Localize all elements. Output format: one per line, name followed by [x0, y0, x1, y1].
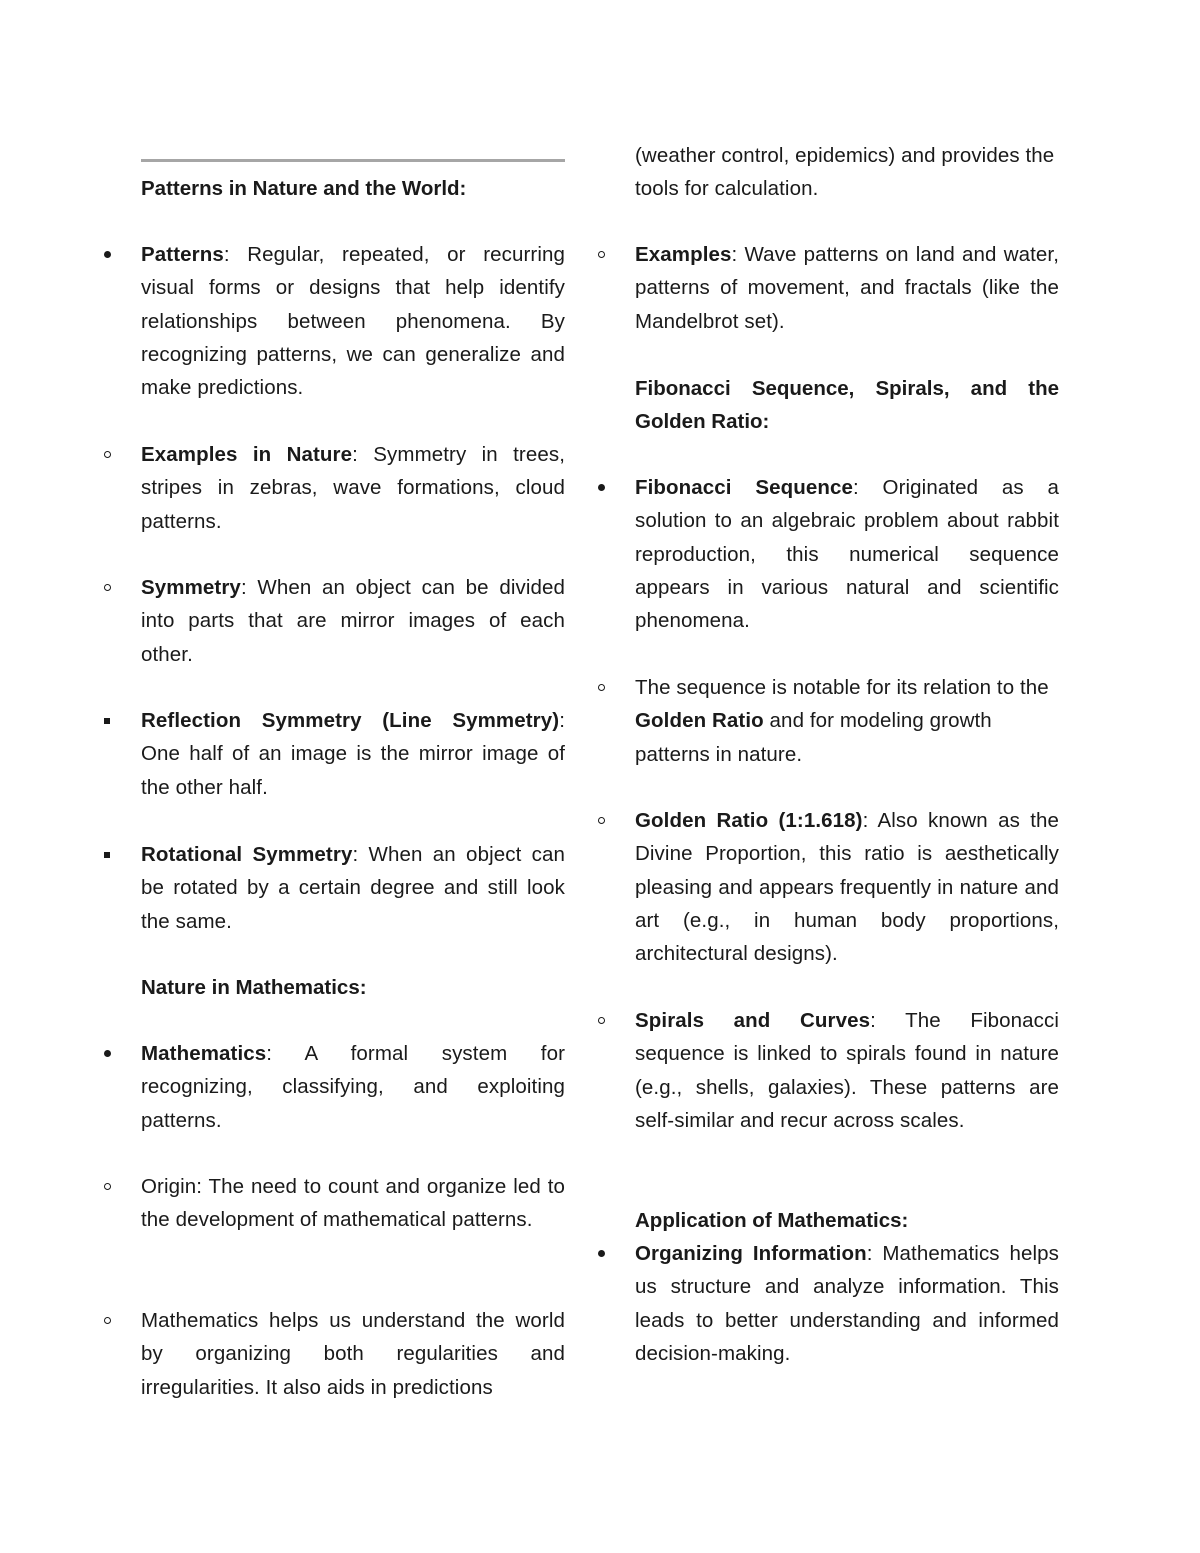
term: Examples	[635, 243, 732, 266]
circle-bullet-icon	[97, 1170, 117, 1203]
circle-bullet-icon	[591, 671, 611, 704]
section-heading-patterns: Patterns in Nature and the World:	[141, 177, 467, 200]
circle-bullet-icon	[97, 571, 117, 604]
term: Mathematics	[141, 1042, 267, 1065]
square-bullet-icon	[97, 838, 117, 871]
definition: : Originated as a solution to an algebraic problem about rabbit reproduction, this numerical sequence appears in various natural and scientific phenomena.	[635, 476, 1059, 633]
term: Golden Ratio	[635, 709, 764, 733]
list-item-patterns	[141, 238, 565, 404]
list-item-mathematics	[141, 1037, 565, 1137]
section-heading-fibonacci: Fibonacci Sequence, Spirals, and the Golden Ratio:	[635, 377, 1059, 434]
circle-bullet-icon	[591, 1004, 611, 1037]
definition: : When an object can be divided into parts that are mirror images of each other.	[141, 576, 565, 666]
list-item-symmetry	[141, 571, 565, 671]
definition: : Also known as the Divine Proportion, this ratio is aesthetically pleasing and appears frequently in nature and art (e.g., in human body proportions, architectural designs).	[635, 809, 1059, 966]
circle-bullet-icon	[591, 238, 611, 271]
circle-bullet-icon	[97, 438, 117, 471]
term: Symmetry	[141, 576, 241, 599]
paragraph-text: The sequence is notable for its relation to the	[635, 676, 1049, 699]
list-item-spirals-and-curves	[635, 1004, 1059, 1137]
list-item-examples	[635, 238, 1059, 338]
list-item-fibonacci-sequence	[635, 471, 1059, 637]
definition: : Symmetry in trees, stripes in zebras, wave formations, cloud patterns.	[141, 443, 565, 533]
paragraph-text: Mathematics helps us understand the world by organizing both regularities and irregularities. It also aids in predictions	[141, 1309, 565, 1399]
term: Rotational Symmetry	[141, 843, 353, 866]
square-bullet-icon	[97, 704, 117, 737]
continued-paragraph: (weather control, epidemics) and provides the tools for calculation.	[635, 144, 1055, 201]
list-item-rotational-symmetry	[141, 838, 565, 938]
section-heading-application: Application of Mathematics:	[635, 1209, 909, 1232]
term: Fibonacci Sequence	[635, 476, 853, 499]
list-item-organizing-information	[635, 1237, 1059, 1370]
definition: : When an object can be rotated by a certain degree and still look the same.	[141, 843, 566, 933]
term: Golden Ratio (1:1.618)	[635, 809, 863, 832]
circle-bullet-icon	[97, 1304, 117, 1337]
disc-bullet-icon	[591, 1237, 611, 1270]
term: Patterns	[141, 243, 224, 266]
list-item-mathematics-helps	[141, 1304, 565, 1404]
definition: : One half of an image is the mirror image of the other half.	[141, 709, 565, 799]
definition: : A formal system for recognizing, classifying, and exploiting patterns.	[141, 1042, 565, 1132]
horizontal-rule	[141, 159, 565, 162]
disc-bullet-icon	[97, 238, 117, 271]
list-item-reflection-symmetry	[141, 704, 565, 804]
paragraph-text: Origin: The need to count and organize led to the development of mathematical patterns.	[141, 1175, 565, 1232]
term: Organizing Information	[635, 1242, 867, 1265]
definition: : Mathematics helps us structure and analyze information. This leads to better understanding and informed decision-making.	[635, 1242, 1059, 1365]
paragraph-text: and for modeling growth patterns in nature.	[635, 709, 992, 766]
definition: : Regular, repeated, or recurring visual forms or designs that help identify relationships between phenomena. By recognizing patterns, we can generalize and make predictions.	[141, 243, 565, 400]
disc-bullet-icon	[97, 1037, 117, 1070]
term: Spirals and Curves	[635, 1009, 871, 1032]
list-item-golden-ratio	[635, 804, 1059, 970]
list-item-examples-in-nature	[141, 438, 565, 538]
disc-bullet-icon	[591, 471, 611, 504]
list-item-sequence-notable	[635, 671, 1059, 771]
circle-bullet-icon	[591, 804, 611, 837]
term: Examples in Nature	[141, 443, 353, 466]
definition: : Wave patterns on land and water, patterns of movement, and fractals (like the Mandelbrot set).	[635, 243, 1059, 333]
list-item-origin	[141, 1170, 565, 1237]
term: Reflection Symmetry (Line Symmetry)	[141, 709, 560, 732]
definition: : The Fibonacci sequence is linked to spirals found in nature (e.g., shells, galaxies). These patterns are self-similar and recur across scales.	[635, 1009, 1060, 1132]
section-heading-nature-in-mathematics: Nature in Mathematics:	[141, 976, 367, 999]
